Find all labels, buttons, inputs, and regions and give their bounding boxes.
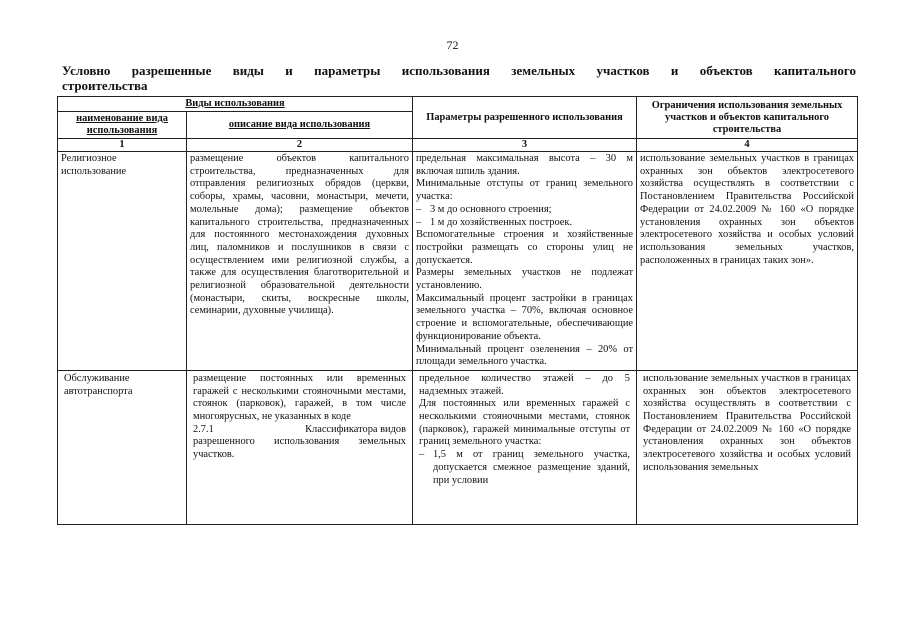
param-dash-item: – 1 м до хозяйственных построек. xyxy=(416,217,633,230)
use-description: размещение постоянных или временных гаражей с несколькими стояночными местами, стоянок (парковок), гаражей, в том числе многоярусных, не указанных в коде xyxy=(193,372,406,423)
param-paragraph: предельная максимальная высота – 30 м включая шпиль здания. xyxy=(416,153,633,177)
param-dash-item: – 1,5 м от границ земельного участка, допускается смежное размещение зданий, при условии xyxy=(419,449,630,486)
classifier-code: 2.7.1 xyxy=(193,423,214,435)
use-parameters xyxy=(413,152,637,371)
param-paragraph: Для постоянных или временных гаражей с несколькими стояночными местами, стоянок (парковок), гаражей минимальные отступы от границ земельного участка: xyxy=(419,398,630,448)
use-parameters xyxy=(416,372,633,523)
use-limits: использование земельных участков в границах охранных зон объектов электросетевого хозяйства осуществлять в соответствии с Постановлением Правительства Российской Федерации от 24.02.2009 № 160 «О порядке установления охранных зон объектов электросетевого хозяйства и особых условий использования земельных участков, расположенных в границах таких зон». xyxy=(637,152,858,371)
column-number: 1 xyxy=(58,139,187,152)
param-dash-text: 1 м до хозяйственных построек. xyxy=(430,216,573,228)
param-dash-text: 3 м до основного строения; xyxy=(430,203,552,215)
use-parameters-cell xyxy=(413,370,637,524)
use-description: размещение объектов капитального строительства, предназначенных для отправления религиозных обрядов (церкви, соборы, храмы, часовни, монастыри, мечети, молельные дома); размещение объектов капитального строительства, предназначенных для постоянного местонахождения духовных лиц, паломников и послушников в связи с осуществлением ими религиозной службы, а также для осуществления благотворительной и религиозной образовательной деятельности (монастыри, скиты, воскресные школы, семинарии, духовные училища). xyxy=(187,152,413,371)
column-number-row xyxy=(58,139,858,152)
param-paragraph: Максимальный процент застройки в границах земельного участка – 70%, включая основное строение и вспомогательные, обеспечивающие функционирование объекта. xyxy=(416,292,633,342)
header-row-top xyxy=(58,97,858,112)
column-number: 4 xyxy=(637,139,858,152)
param-dash-item: – 3 м до основного строения; xyxy=(416,204,633,217)
param-paragraph: Минимальные отступы от границ земельного участка: xyxy=(416,178,633,203)
use-limits: использование земельных участков в границах охранных зон объектов электросетевого хозяйства осуществлять в соответствии с Постановлением Правительства Российской Федерации от 24.02.2009 № 160 «О порядке установления охранных зон объектов электросетевого хозяйства и особых условий использования земельных xyxy=(643,372,851,473)
use-description-box xyxy=(190,372,409,523)
land-use-table xyxy=(57,96,858,525)
header-description: описание вида использования xyxy=(187,112,413,139)
param-paragraph: Вспомогательные строения и хозяйственные постройки размещать со стороны улиц не допускается. xyxy=(416,229,633,266)
page-title: Условно разрешенные виды и параметры использования земельных участков и объектов капитального xyxy=(62,63,856,78)
header-params: Параметры разрешенного использования xyxy=(413,97,637,139)
table-row-religious xyxy=(58,152,858,371)
table-row-auto-service xyxy=(58,370,858,524)
param-dash-text: 1,5 м от границ земельного участка, допускается смежное размещение зданий, при условии xyxy=(433,449,630,486)
classifier-code-text: Классификатора видов xyxy=(305,423,406,435)
param-paragraph: Размеры земельных участков не подлежат установлению. xyxy=(416,267,633,292)
column-number: 2 xyxy=(187,139,413,152)
header-limits: Ограничения использования земельных участков и объектов капитального строительства xyxy=(637,97,858,139)
use-description-cell xyxy=(187,370,413,524)
use-name: Обслуживание автотранспорта xyxy=(64,372,133,397)
use-limits-cell xyxy=(637,370,858,524)
page-number: 72 xyxy=(446,38,459,52)
header-name: наименование вида использования xyxy=(58,112,187,139)
use-name-cell xyxy=(58,370,187,524)
use-description-tail: разрешенного использования земельных участков. xyxy=(193,436,406,461)
header-group: Виды использования xyxy=(58,97,413,112)
param-paragraph: Минимальный процент озеленения – 20% от площади земельного участка. xyxy=(416,343,633,368)
classifier-code-line xyxy=(193,424,406,437)
page-title-continuation: строительства xyxy=(62,78,148,93)
use-name: Религиозное использование xyxy=(58,152,187,371)
param-paragraph: предельное количество этажей – до 5 надземных этажей. xyxy=(419,372,630,397)
column-number: 3 xyxy=(413,139,637,152)
